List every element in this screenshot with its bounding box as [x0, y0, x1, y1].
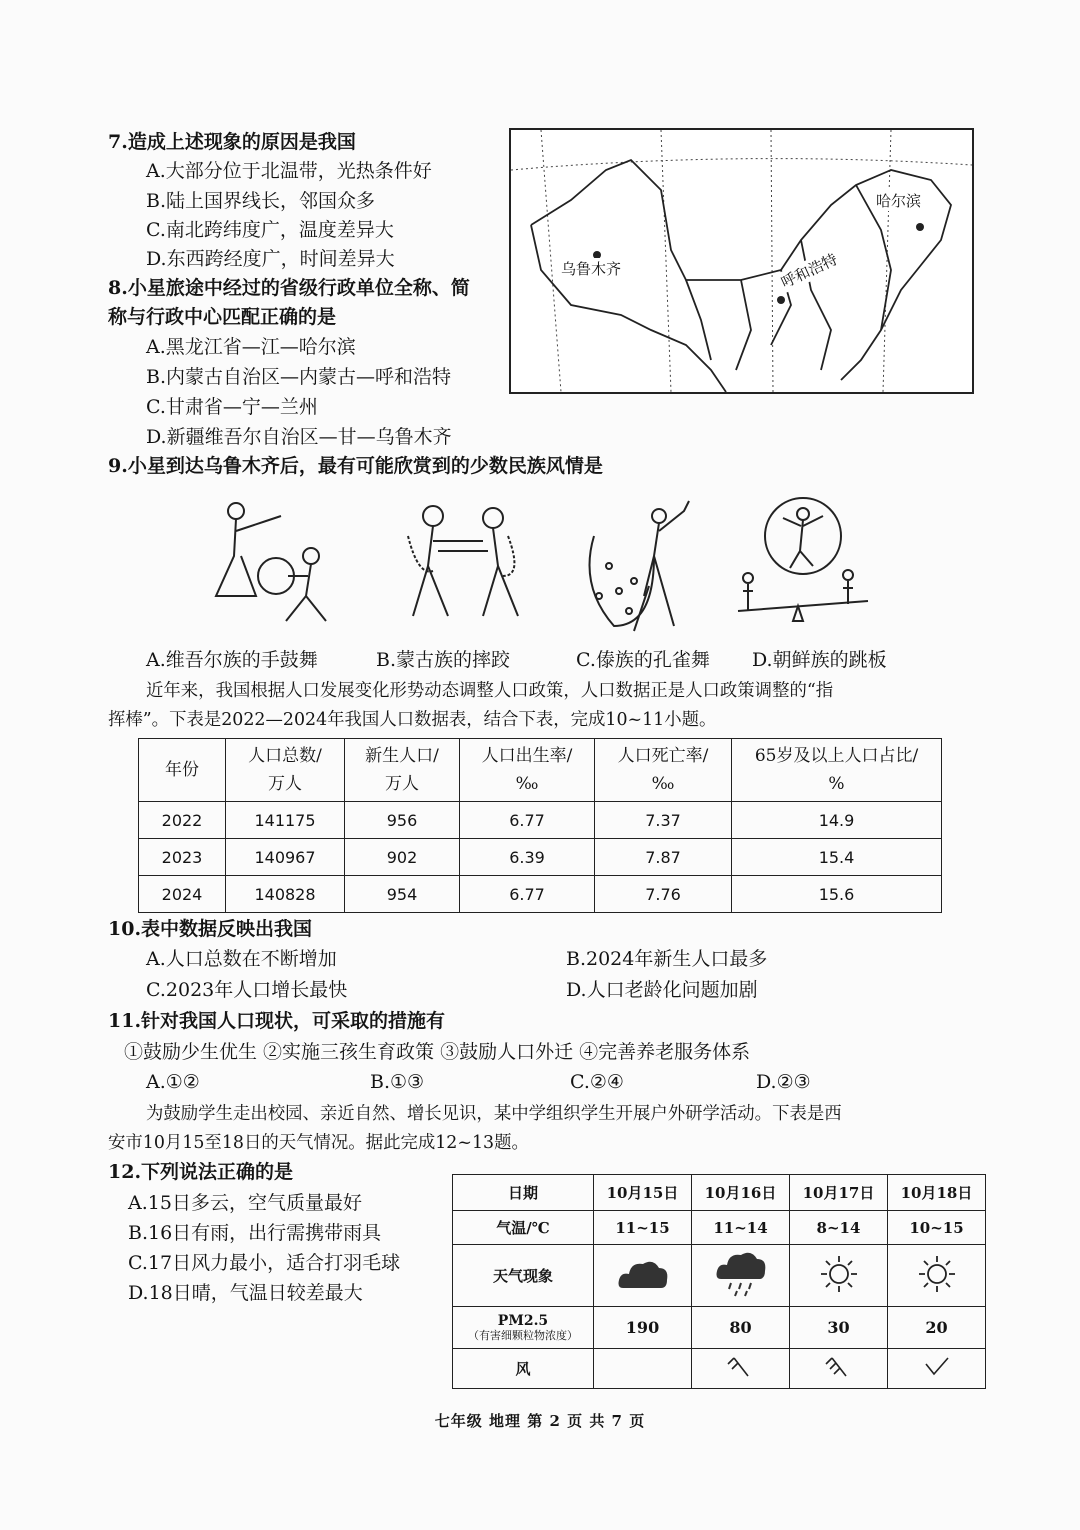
- wind-cell-empty: [594, 1349, 692, 1389]
- q11-option-c: C.②④: [570, 1071, 624, 1093]
- cell: 141175: [226, 802, 345, 839]
- page-footer: 七年级 地理 第 2 页 共 7 页: [434, 1412, 646, 1430]
- row-label-date: 日期: [453, 1175, 594, 1211]
- wind-barb-icon: [692, 1349, 790, 1389]
- cell: 954: [345, 876, 460, 913]
- table-row: [453, 1307, 986, 1349]
- harbin-marker: [916, 223, 924, 231]
- q9-option-a: A.维吾尔族的手鼓舞: [146, 649, 318, 671]
- wrestling-illustration: [388, 496, 538, 636]
- q12-stem: 12.下列说法正确的是: [108, 1161, 294, 1183]
- cell: 6.77: [460, 802, 595, 839]
- row-label-pm: [453, 1307, 594, 1349]
- q9-option-c: C.傣族的孔雀舞: [576, 649, 710, 671]
- cell: 7.87: [595, 839, 732, 876]
- cell: 140828: [226, 876, 345, 913]
- q8-option-c: C.甘肃省—宁—兰州: [146, 396, 318, 418]
- q11-measures: ①鼓励少生优生 ②实施三孩生育政策 ③鼓励人口外迁 ④完善养老服务体系: [124, 1041, 751, 1063]
- cell: 6.77: [460, 876, 595, 913]
- table-row: [453, 1349, 986, 1389]
- table-row: [453, 1175, 986, 1211]
- q8-option-b: B.内蒙古自治区—内蒙古—呼和浩特: [146, 366, 452, 388]
- q11-option-d: D.②③: [756, 1071, 811, 1093]
- table-row: [453, 1245, 986, 1307]
- pm-note: （有害细颗粒物浓度）: [468, 1328, 578, 1342]
- table-header-row: [139, 739, 942, 802]
- population-table: [138, 738, 942, 913]
- map-label-urumqi: 乌鲁木齐: [561, 260, 622, 278]
- row-label-temp: 气温/℃: [453, 1211, 594, 1245]
- q12-option-a: A.15日多云，空气质量最好: [128, 1192, 362, 1214]
- q12-option-c: C.17日风力最小，适合打羽毛球: [128, 1252, 401, 1274]
- cell: 2024: [139, 876, 226, 913]
- q7-option-d: D.东西跨经度广，时间差异大: [146, 248, 395, 270]
- q9-option-d: D.朝鲜族的跳板: [752, 649, 887, 671]
- q7-option-a: A.大部分位于北温带，光热条件好: [146, 160, 432, 182]
- temp-cell: 8~14: [790, 1211, 888, 1245]
- pm-cell: 190: [594, 1307, 692, 1349]
- cell: 2022: [139, 802, 226, 839]
- cell: 2023: [139, 839, 226, 876]
- q11-option-a: A.①②: [146, 1071, 200, 1093]
- date-cell: 10月18日: [888, 1175, 986, 1211]
- sunny-icon: [888, 1245, 986, 1307]
- table-row: [139, 802, 942, 839]
- date-cell: 10月16日: [692, 1175, 790, 1211]
- q11-option-b: B.①③: [370, 1071, 425, 1093]
- hohhot-marker: [777, 296, 785, 304]
- cell: 902: [345, 839, 460, 876]
- date-cell: 10月15日: [594, 1175, 692, 1211]
- row-label-wind: 风: [453, 1349, 594, 1389]
- rain-icon: [692, 1245, 790, 1307]
- sunny-icon: [790, 1245, 888, 1307]
- q8-stem-line2: 称与行政中心匹配正确的是: [108, 306, 337, 328]
- q7-option-c: C.南北跨纬度广，温度差异大: [146, 219, 394, 241]
- header-births: 新生人口/ 万人: [345, 739, 460, 802]
- table-row: [453, 1211, 986, 1245]
- q10-option-b: B.2024年新生人口最多: [566, 948, 768, 970]
- cell: 15.6: [732, 876, 942, 913]
- seesaw-jump-illustration: [728, 496, 878, 636]
- header-birth-rate: 人口出生率/ ‰: [460, 739, 595, 802]
- q7-stem: 7.造成上述现象的原因是我国: [108, 131, 356, 153]
- cell: 15.4: [732, 839, 942, 876]
- pm-label: PM2.5: [497, 1312, 549, 1329]
- hand-drum-dance-illustration: [196, 496, 346, 636]
- table-row: [139, 876, 942, 913]
- cell: 7.37: [595, 802, 732, 839]
- q10-option-a: A.人口总数在不断增加: [146, 948, 337, 970]
- cell: 140967: [226, 839, 345, 876]
- q9-stem: 9.小星到达乌鲁木齐后，最有可能欣赏到的少数民族风情是: [108, 455, 603, 477]
- header-total: 人口总数/ 万人: [226, 739, 345, 802]
- cell: 7.76: [595, 876, 732, 913]
- q10-option-c: C.2023年人口增长最快: [146, 979, 348, 1001]
- header-death-rate: 人口死亡率/ ‰: [595, 739, 732, 802]
- map-label-harbin: 哈尔滨: [876, 192, 922, 210]
- q8-option-a: A.黑龙江省—江—哈尔滨: [146, 336, 356, 358]
- q7-option-b: B.陆上国界线长，邻国众多: [146, 190, 376, 212]
- map-label-hohhot: 呼和浩特: [778, 250, 841, 292]
- wind-barb-icon: [888, 1349, 986, 1389]
- q12-option-d: D.18日晴，气温日较差最大: [128, 1282, 363, 1304]
- table-row: [139, 839, 942, 876]
- row-label-phenomenon: 天气现象: [453, 1245, 594, 1307]
- intro1-line1: 近年来，我国根据人口发展变化形势动态调整人口政策，人口数据正是人口政策调整的“指: [146, 681, 834, 701]
- intro2-line2: 安市10月15至18日的天气情况。据此完成12~13题。: [108, 1133, 529, 1153]
- cloudy-icon: [594, 1245, 692, 1307]
- cell: 6.39: [460, 839, 595, 876]
- header-year: 年份: [139, 739, 226, 802]
- q11-stem: 11.针对我国人口现状，可采取的措施有: [108, 1010, 446, 1032]
- pm-cell: 20: [888, 1307, 986, 1349]
- china-north-map: [509, 128, 974, 394]
- cell: 956: [345, 802, 460, 839]
- wind-barb-icon: [790, 1349, 888, 1389]
- temp-cell: 10~15: [888, 1211, 986, 1245]
- pm-cell: 30: [790, 1307, 888, 1349]
- q9-option-b: B.蒙古族的摔跤: [376, 649, 511, 671]
- q10-option-d: D.人口老龄化问题加剧: [566, 979, 758, 1001]
- peacock-dance-illustration: [574, 496, 724, 636]
- cell: 14.9: [732, 802, 942, 839]
- intro2-line1: 为鼓励学生走出校园、亲近自然、增长见识，某中学组织学生开展户外研学活动。下表是西: [146, 1104, 842, 1124]
- q8-option-d: D.新疆维吾尔自治区—甘—乌鲁木齐: [146, 426, 452, 448]
- intro1-line2: 挥棒”。下表是2022—2024年我国人口数据表，结合下表，完成10~11小题。: [108, 710, 717, 730]
- temp-cell: 11~15: [594, 1211, 692, 1245]
- header-elderly-ratio: 65岁及以上人口占比/ %: [732, 739, 942, 802]
- pm-cell: 80: [692, 1307, 790, 1349]
- q8-stem-line1: 8.小星旅途中经过的省级行政单位全称、简: [108, 277, 470, 299]
- temp-cell: 11~14: [692, 1211, 790, 1245]
- weather-table: [452, 1174, 986, 1389]
- q12-option-b: B.16日有雨，出行需携带雨具: [128, 1222, 382, 1244]
- q10-stem: 10.表中数据反映出我国: [108, 918, 313, 940]
- date-cell: 10月17日: [790, 1175, 888, 1211]
